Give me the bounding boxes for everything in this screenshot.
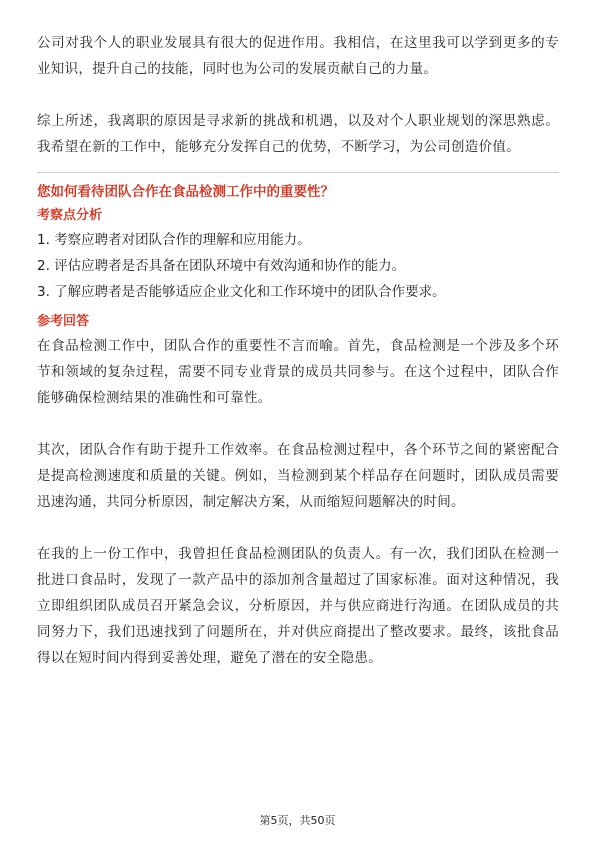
- answer-paragraph-2: 其次，团队合作有助于提升工作效率。在食品检测过程中，各个环节之间的紧密配合是提高检测速度和质量的关键。例如，当检测到某个样品存在问题时，团队成员需要迅速沟通，共同分析原因，制定解决方案，从而缩短问题解决的时间。: [37, 442, 559, 510]
- section-divider: [37, 172, 559, 173]
- paragraph-spacer: [37, 82, 559, 108]
- analysis-item-2: 2. 评估应聘者是否具备在团队环境中有效沟通和协作的能力。: [37, 258, 406, 274]
- paragraph-spacer: [37, 411, 559, 437]
- answer-paragraph-1: 在食品检测工作中，团队合作的重要性不言而喻。首先，食品检测是一个涉及多个环节和领域的复杂过程，需要不同专业背景的成员共同参与。在这个过程中，团队合作能够确保检测结果的准确性和可靠性。: [37, 338, 559, 406]
- intro-paragraph-2: 综上所述，我离职的原因是寻求新的挑战和机遇，以及对个人职业规划的深思熟虑。我希望在新的工作中，能够充分发挥自己的优势，不断学习，为公司创造价值。: [37, 113, 559, 155]
- intro-paragraph-1: 公司对我个人的职业发展具有很大的促进作用。我相信，在这里我可以学到更多的专业知识，提升自己的技能，同时也为公司的发展贡献自己的力量。: [37, 35, 559, 77]
- analysis-item-1: 1. 考察应聘者对团队合作的理解和应用能力。: [37, 232, 311, 248]
- analysis-item-3: 3. 了解应聘者是否能够适应企业文化和工作环境中的团队合作要求。: [37, 284, 446, 300]
- document-page: [37, 30, 559, 671]
- answer-heading: 参考回答: [37, 314, 90, 329]
- page-number-footer: 第5页，共50页: [259, 814, 336, 827]
- analysis-heading: 考察点分析: [37, 208, 103, 223]
- question-title: 您如何看待团队合作在食品检测工作中的重要性？: [37, 184, 334, 200]
- answer-paragraph-3: 在我的上一份工作中，我曾担任食品检测团队的负责人。有一次，我们团队在检测一批进口食品时，发现了一款产品中的添加剂含量超过了国家标准。面对这种情况，我立即组织团队成员召开紧急会议，分析原因，并与供应商进行沟通。在团队成员的共同努力下，我们迅速找到了问题所在，并对供应商提出了整改要求。最终，该批食品得以在短时间内得到妥善处理，避免了潜在的安全隐患。: [37, 546, 559, 666]
- paragraph-spacer: [37, 515, 559, 541]
